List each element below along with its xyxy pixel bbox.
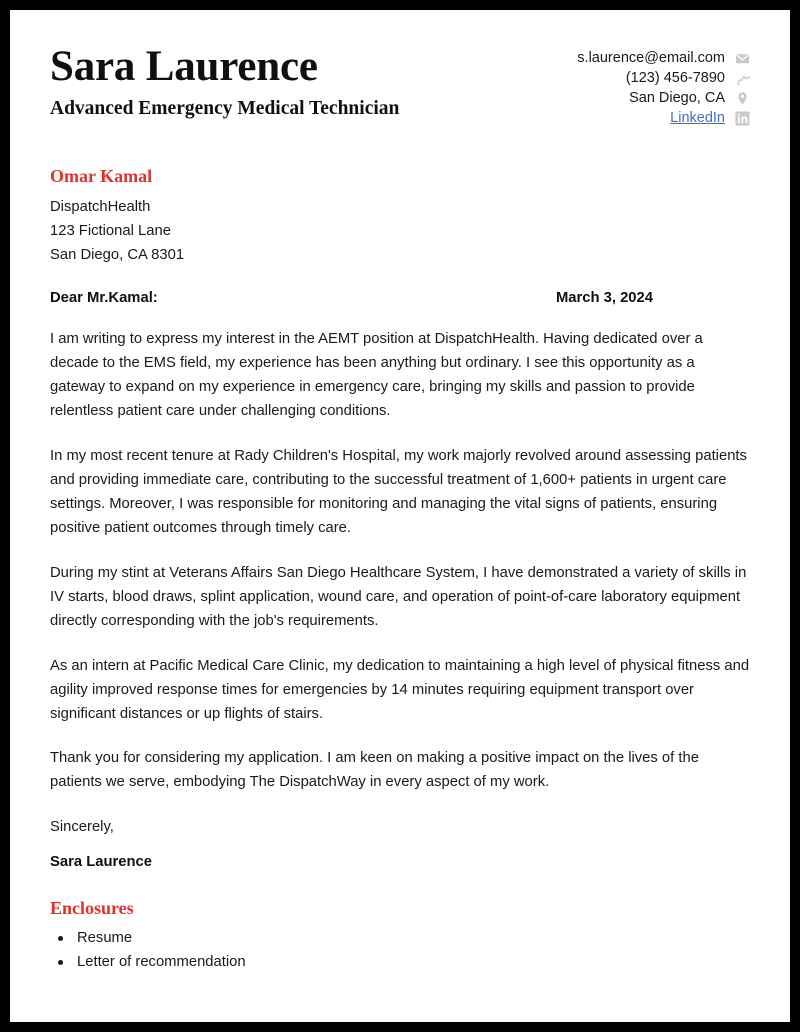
list-item: Resume — [50, 927, 750, 951]
signoff: Sincerely, — [50, 819, 114, 836]
body-paragraph: Thank you for considering my application. I am keen on making a positive impact on the lives of the patients we serve, embodying The DispatchWay in every aspect of my work. — [50, 750, 699, 791]
contact-row-phone — [577, 70, 750, 86]
enclosure-list — [50, 927, 750, 975]
letter-body — [50, 328, 750, 870]
body-paragraph: As an intern at Pacific Medical Care Clinic, my dedication to maintaining a high level of physical fitness and agility improved response times for emergencies by 14 minutes requiring equipment transport over significant distances or up flights of stairs. — [50, 657, 750, 722]
recipient-company: DispatchHealth — [50, 199, 151, 215]
recipient-city-state-zip: San Diego, CA 8301 — [50, 246, 185, 263]
body-paragraph: During my stint at Veterans Affairs San Diego Healthcare System, I have demonstrated a variety of skills in IV starts, blood draws, splint application, wound care, and operation of point-of-care laboratory equipment directly corresponding with the job's requirements. — [50, 564, 747, 629]
contact-row-email — [577, 50, 750, 66]
enclosures-title: Enclosures — [50, 898, 134, 919]
recipient-name: Omar Kamal — [50, 166, 153, 186]
location-text: San Diego, CA — [629, 90, 725, 106]
letter-header — [50, 40, 750, 126]
cover-letter-page — [10, 10, 790, 1022]
list-item: Letter of recommendation — [50, 951, 750, 975]
location-pin-icon — [735, 91, 750, 106]
job-title: Advanced Emergency Medical Technician — [50, 98, 400, 120]
recipient-street: 123 Fictional Lane — [50, 222, 171, 239]
linkedin-link[interactable]: LinkedIn — [670, 110, 725, 126]
phone-icon — [735, 71, 750, 86]
salutation-row — [50, 290, 750, 306]
enclosures-section — [50, 898, 750, 975]
contact-row-linkedin[interactable] — [577, 110, 750, 126]
body-paragraph: In my most recent tenure at Rady Children's Hospital, my work majorly revolved around assessing patients and providing immediate care, contributing to the successful treatment of 1,600+ patients in urgent care settings. Moreover, I was responsible for monitoring and managing the vital signs of patients, ensuring positive patient outcomes through timely care. — [50, 447, 747, 536]
page-title: Sara Laurence — [50, 43, 318, 90]
signature-name: Sara Laurence — [50, 854, 152, 871]
identity-block — [50, 40, 399, 121]
recipient-block — [50, 166, 750, 268]
email-text: s.laurence@email.com — [577, 50, 725, 66]
phone-text: (123) 456-7890 — [625, 70, 725, 86]
linkedin-icon[interactable] — [735, 111, 750, 126]
letter-date: March 3, 2024 — [555, 289, 653, 306]
contact-block — [577, 40, 750, 126]
salutation: Dear Mr.Kamal: — [50, 289, 158, 306]
contact-row-location — [577, 90, 750, 106]
envelope-icon — [735, 51, 750, 66]
body-paragraph: I am writing to express my interest in the AEMT position at DispatchHealth. Having dedicated over a decade to the EMS field, my experience has been anything but ordinary. I see this opportunity as a gateway to expand on my experience in emergency care, bringing my skills and passion to provide relentless patient care under challenging conditions. — [50, 330, 703, 419]
